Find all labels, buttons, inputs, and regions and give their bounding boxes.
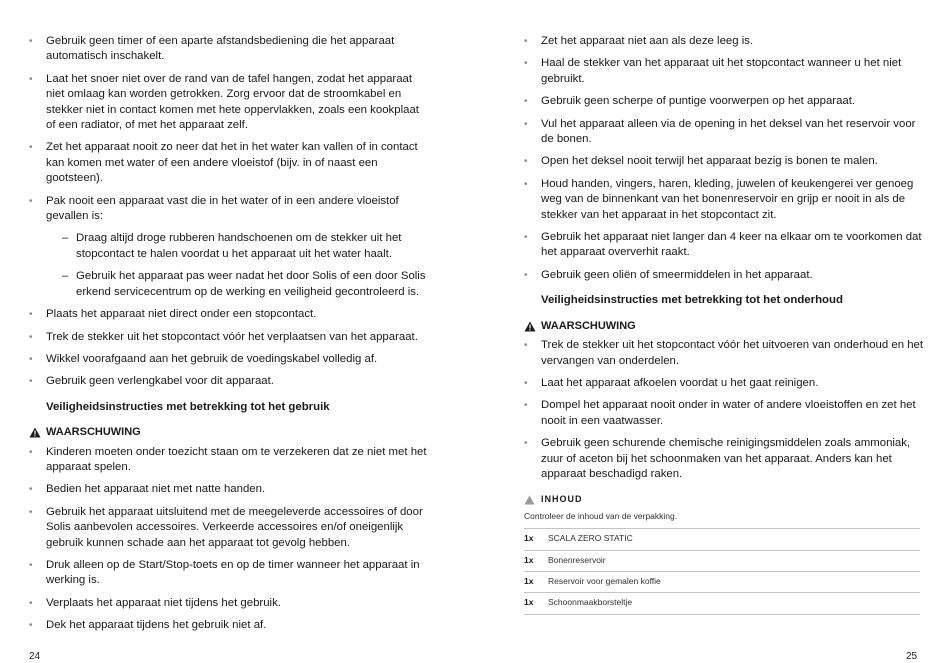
table-row [524,550,920,571]
table-cell-item: SCALA ZERO STATIC [548,529,920,550]
table-cell-qty: 1x [524,571,548,592]
table-row [524,593,920,614]
table-cell-item: Schoonmaakborsteltje [548,593,920,614]
list-item: • Trek de stekker uit het stopcontact vóór het uitvoeren van onderhoud en het vervangen van onderdelen. [524,338,924,369]
table-cell-item: Bonenreservoir [548,550,920,571]
section-heading-maintenance: Veiligheidsinstructies met betrekking tot het onderhoud [541,294,843,307]
contents-title-text: INHOUD [541,494,583,505]
right-list-a [524,34,924,283]
list-item: • Gebruik het apparaat niet langer dan 4 keer na elkaar om te voorkomen dat het apparaat oververhit raakt. [524,230,924,261]
section-heading-usage: Veiligheidsinstructies met betrekking tot het gebruik [46,400,330,413]
right-column [524,34,924,615]
list-item: • Gebruik geen oliën of smeermiddelen in het apparaat. [524,268,924,283]
sub-list-item: – Draag altijd droge rubberen handschoenen om de stekker uit het stopcontact te halen voordat u het apparaat uit het water haalt. [46,231,429,262]
contents-table [524,528,920,615]
list-item: • Dek het apparaat tijdens het gebruik niet af. [29,618,429,633]
table-cell-item: Reservoir voor gemalen koffie [548,571,920,592]
list-item: • Gebruik geen verlengkabel voor dit apparaat. [29,374,429,389]
list-item: • Houd handen, vingers, haren, kleding, juwelen of keukengerei ver genoeg weg van de binnenkant van het bonenreservoir en grijp er nooit in als de stekker van het apparaat in het stopcontact zit. [524,177,924,223]
warning-triangle-icon [524,321,536,332]
list-item: • Dompel het apparaat nooit onder in water of andere vloeistoffen en zet het nooit in een vaatwasser. [524,398,924,429]
list-item: • Plaats het apparaat niet direct onder een stopcontact. [29,307,429,322]
list-item: • Vul het apparaat alleen via de opening in het deksel van het reservoir voor de bonen. [524,117,924,148]
table-cell-qty: 1x [524,529,548,550]
table-row [524,529,920,550]
warning-label [29,425,429,440]
list-item: • Zet het apparaat nooit zo neer dat het in het water kan vallen of in contact kan komen met water of een andere vloeistof (bijv. in of naast een gootsteen). [29,140,429,186]
warning-label [524,319,924,334]
page-number-right: 25 [906,651,918,662]
list-item: • Druk alleen op de Start/Stop-toets en op de timer wanneer het apparaat in werking is. [29,558,429,589]
warning-text: WAARSCHUWING [46,426,141,439]
list-item-with-subitems [29,194,429,300]
list-item: • Verplaats het apparaat niet tijdens het gebruik. [29,596,429,611]
table-cell-qty: 1x [524,550,548,571]
list-item: • Gebruik geen schurende chemische reinigingsmiddelen zoals ammoniak, zuur of aceton bij het schoonmaken van het apparaat. Anders kan het apparaat beschadigd raken. [524,436,924,482]
left-list-c [29,445,429,634]
warning-text: WAARSCHUWING [541,319,636,332]
page-number-left: 24 [29,651,41,662]
list-item-text: Pak nooit een apparaat vast die in het water of in een andere vloeistof gevallen is: [46,194,399,223]
contents-subtitle: Controleer de inhoud van de verpakking. [524,510,678,521]
list-item: • Zet het apparaat niet aan als deze leeg is. [524,34,924,49]
list-item: • Wikkel voorafgaand aan het gebruik de voedingskabel volledig af. [29,352,429,367]
sub-list [46,231,429,300]
triangle-icon [524,495,535,505]
left-list-a [29,34,429,390]
list-item: • Kinderen moeten onder toezicht staan om te verzekeren dat ze niet met het apparaat spelen. [29,445,429,476]
contents-title [524,492,924,507]
list-item: • Gebruik het apparaat uitsluitend met de meegeleverde accessoires of door Solis aanbevolen accessoires. Verkeerde accessoires en/of oneigenlijk gebruik kunnen schade aan het apparaat tot gevolg hebben. [29,505,429,551]
list-item: • Open het deksel nooit terwijl het apparaat bezig is bonen te malen. [524,154,924,169]
contents-section [524,492,924,614]
list-item: • Gebruik geen timer of een aparte afstandsbediening die het apparaat automatisch inschakelt. [29,34,429,65]
table-row [524,571,920,592]
list-item: • Bedien het apparaat niet met natte handen. [29,482,429,497]
list-item: • Trek de stekker uit het stopcontact vóór het verplaatsen van het apparaat. [29,330,429,345]
left-column [29,34,429,641]
sub-list-item: – Gebruik het apparaat pas weer nadat het door Solis of een door Solis erkend servicecentrum op de werking en veiligheid gecontroleerd is. [46,269,429,300]
list-item: • Haal de stekker van het apparaat uit het stopcontact wanneer u het niet gebruikt. [524,56,924,87]
list-item: • Laat het apparaat afkoelen voordat u het gaat reinigen. [524,376,924,391]
list-item: • Laat het snoer niet over de rand van de tafel hangen, zodat het apparaat niet omlaag kan worden getrokken. Zorg ervoor dat de stroomkabel en stekker niet in contact komen met hete oppervlakken, zoals een kookplaat of een radiator, of met het apparaat zelf. [29,72,429,134]
table-cell-qty: 1x [524,593,548,614]
warning-triangle-icon [29,427,41,438]
list-item: • Gebruik geen scherpe of puntige voorwerpen op het apparaat. [524,94,924,109]
right-list-b [524,338,924,482]
